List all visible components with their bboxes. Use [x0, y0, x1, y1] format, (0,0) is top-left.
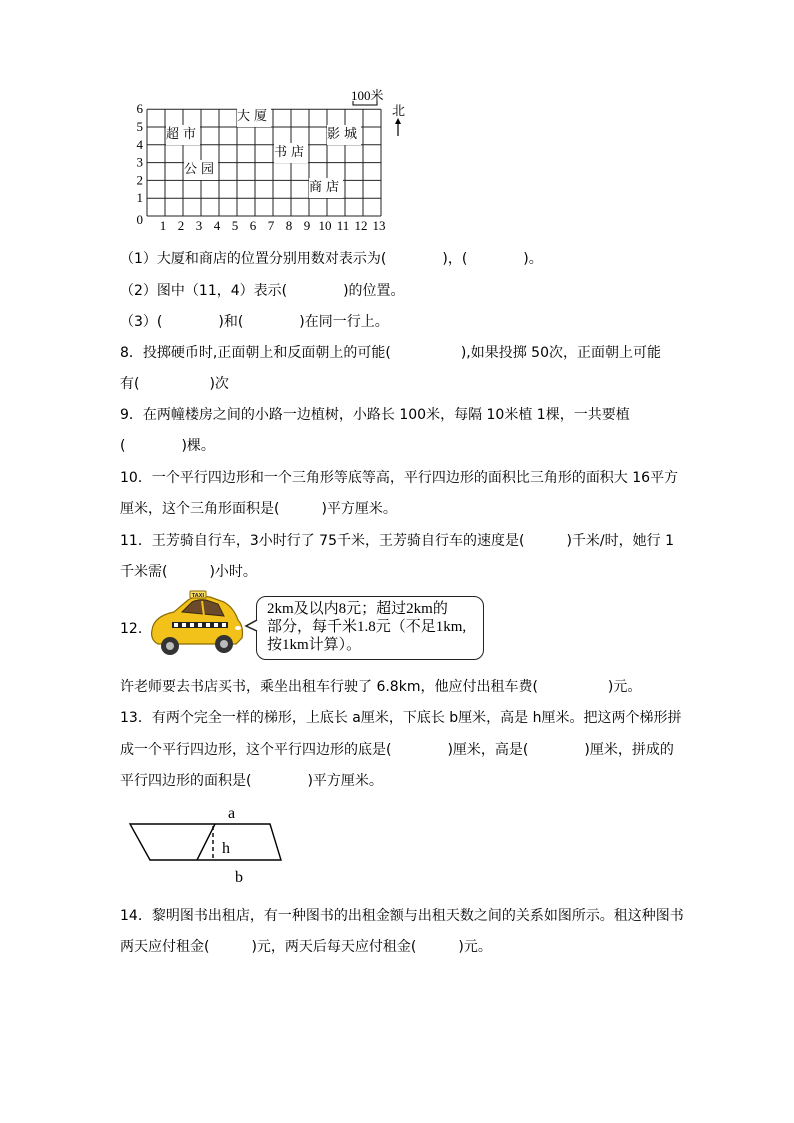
place-shop: 商店: [309, 178, 343, 198]
q13-line2: 成一个平行四边形，这个平行四边形的底是( )厘米，高是( )厘米，拼成的: [120, 742, 674, 758]
x-tick-label: 2: [177, 218, 185, 233]
q7-part1: （1）大厦和商店的位置分别用数对表示为( )，( )。: [120, 251, 543, 267]
fare-bubble-line3: 按1km计算）。: [267, 637, 362, 653]
bubble-tail: [244, 618, 260, 634]
q8-line2: 有( )次: [120, 376, 229, 392]
place-bookstore: 书店: [274, 143, 308, 163]
x-tick-label: 6: [249, 218, 257, 233]
q14-line2: 两天应付租金( )元，两天后每天应付租金( )元。: [120, 939, 492, 955]
x-tick-label: 4: [213, 218, 221, 233]
figure-label-a: a: [228, 805, 236, 822]
place-park: 公园: [184, 160, 218, 180]
q7-part2: （2）图中（11，4）表示( )的位置。: [120, 283, 405, 299]
q9-line2: ( )棵。: [120, 438, 215, 454]
q9-line1: 9．在两幢楼房之间的小路一边植树，小路长 100米，每隔 10米植 1棵，一共要植: [120, 407, 630, 423]
figure-label-b: b: [235, 869, 243, 886]
x-tick-label: 13: [372, 218, 386, 233]
y-tick-label: 0: [136, 212, 143, 227]
place-mansion: 大厦: [237, 107, 271, 127]
place-cinema: 影城: [327, 125, 361, 145]
y-tick-label: 6: [136, 101, 143, 117]
y-tick-label: 4: [136, 136, 143, 152]
x-tick-label: 7: [267, 218, 275, 233]
x-tick-label: 3: [195, 218, 203, 233]
x-tick-label: 12: [354, 218, 368, 233]
x-tick-label: 9: [303, 218, 311, 233]
q13-line3: 平行四边形的面积是( )平方厘米。: [120, 773, 383, 789]
y-tick-label: 2: [136, 172, 143, 188]
q11-line2: 千米需( )小时。: [120, 564, 257, 580]
scale-label: 100米: [351, 88, 384, 103]
x-tick-label: 8: [285, 218, 293, 233]
q10-line1: 10．一个平行四边形和一个三角形等底等高，平行四边形的面积比三角形的面积大 16平方: [120, 470, 679, 486]
fare-bubble-line1: 2km及以内8元；超过2km的: [267, 601, 448, 617]
x-tick-label: 5: [231, 218, 239, 233]
q10-line2: 厘米，这个三角形面积是( )平方厘米。: [120, 501, 397, 517]
q11-line1: 11．王芳骑自行车，3小时行了 75千米，王芳骑自行车的速度是( )千米/时，她行 1: [120, 533, 674, 549]
q12-question: 许老师要去书店买书，乘坐出租车行驶了 6.8km，他应付出租车费( )元。: [120, 679, 642, 695]
figure-label-h: h: [222, 840, 230, 857]
q8-line1: 8．投掷硬币时,正面朝上和反面朝上的可能( ),如果投掷 50次，正面朝上可能: [120, 345, 661, 361]
place-supermarket: 超市: [166, 125, 200, 145]
x-tick-label: 1: [159, 218, 167, 233]
y-tick-label: 5: [136, 119, 143, 134]
parallelogram-figure: [120, 800, 300, 890]
y-tick-label: 1: [136, 190, 143, 206]
x-tick-label: 10: [318, 218, 332, 233]
x-tick-label: 11: [336, 218, 350, 233]
north-label: 北: [392, 104, 406, 119]
q12-number: 12．: [120, 621, 152, 637]
q14-line1: 14．黎明图书出租店，有一种图书的出租金额与出租天数之间的关系如图所示。租这种图书: [120, 908, 684, 924]
y-tick-label: 3: [136, 154, 143, 170]
fare-bubble-line2: 部分，每千米1.8元（不足1km,: [267, 619, 467, 635]
taxi-icon: [144, 590, 248, 660]
q13-line1: 13．有两个完全一样的梯形，上底长 a厘米，下底长 b厘米，高是 h厘米。把这两个梯形拼: [120, 710, 682, 726]
q7-part3: （3）( )和( )在同一行上。: [120, 314, 389, 330]
fare-bubble: [256, 596, 484, 660]
taxi-sign-text: TAXI: [191, 593, 205, 599]
